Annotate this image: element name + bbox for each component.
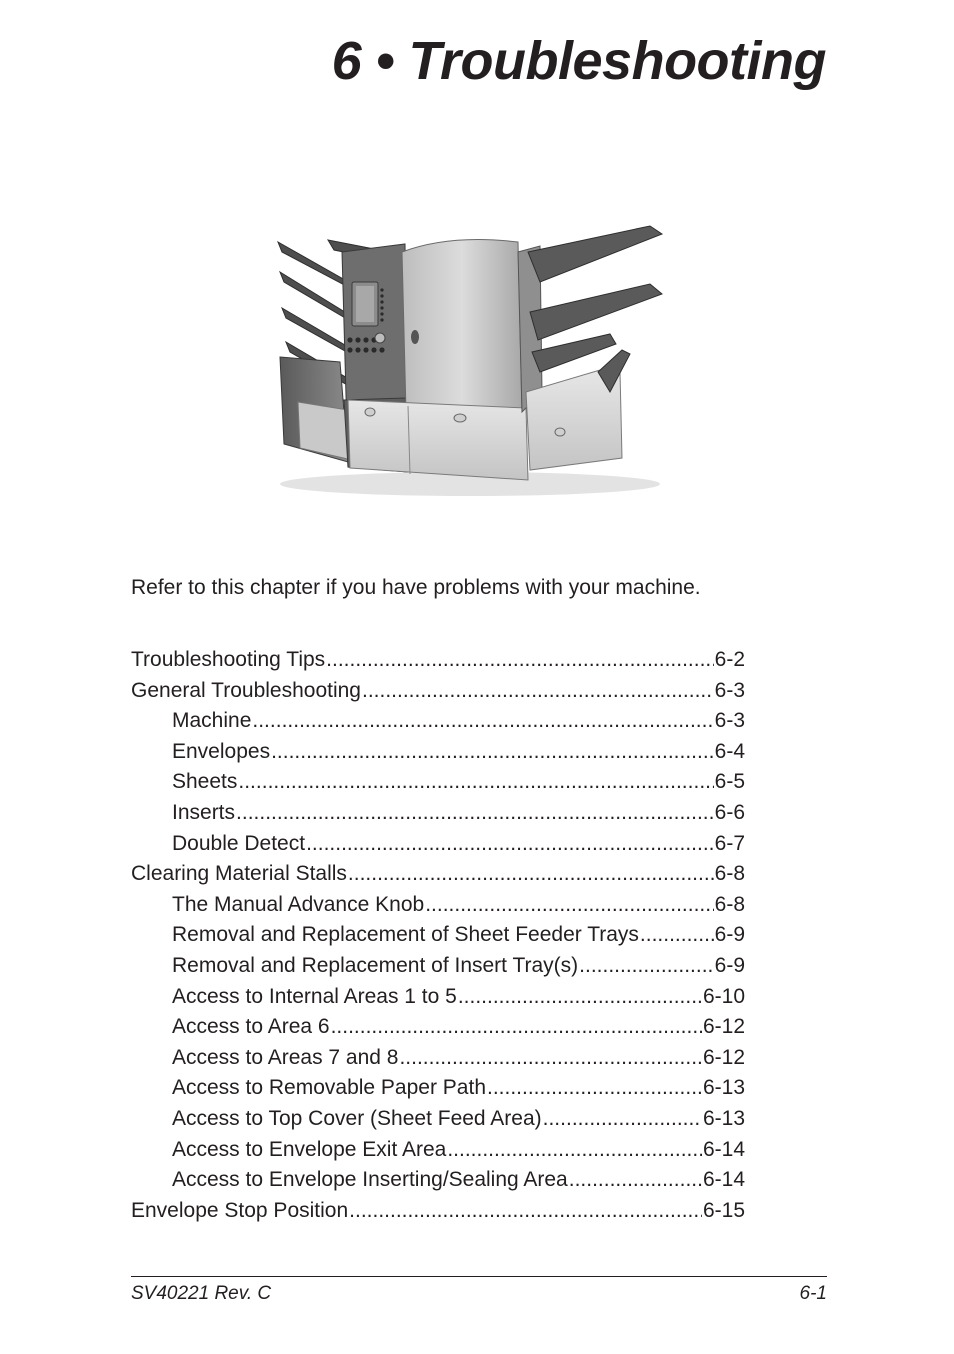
toc-entry-page: 6-8 (714, 862, 745, 886)
toc-entry[interactable] (131, 859, 745, 890)
toc-entry-page: 6-14 (702, 1168, 745, 1192)
toc-entry-page: 6-3 (714, 678, 745, 702)
toc-subentry[interactable] (131, 767, 745, 798)
toc-entry-page: 6-12 (702, 1015, 745, 1039)
intro-text: Refer to this chapter if you have problems with your machine. (131, 576, 701, 599)
toc-leader-dots (569, 1165, 702, 1196)
toc-leader-dots (349, 1196, 702, 1227)
toc-leader-dots (487, 1073, 702, 1104)
toc-subentry[interactable] (131, 920, 745, 951)
toc-entry-label: Envelopes (172, 739, 271, 763)
toc-leader-dots (326, 645, 713, 676)
toc-leader-dots (640, 920, 714, 951)
toc-leader-dots (271, 737, 714, 768)
toc-entry-page: 6-3 (714, 709, 745, 733)
toc-leader-dots (399, 1043, 702, 1074)
toc-entry-label: Double Detect (172, 831, 306, 855)
toc-entry-page: 6-10 (702, 984, 745, 1008)
toc-entry[interactable] (131, 1196, 745, 1227)
toc-entry-label: General Troubleshooting (131, 678, 361, 702)
footer-divider (131, 1276, 827, 1277)
toc-entry-label: Access to Area 6 (172, 1015, 330, 1039)
toc-entry-label: The Manual Advance Knob (172, 892, 425, 916)
toc-subentry[interactable] (131, 829, 745, 860)
toc-subentry[interactable] (131, 1165, 745, 1196)
toc-leader-dots (425, 890, 713, 921)
toc-entry-page: 6-5 (714, 770, 745, 794)
toc-entry-label: Removal and Replacement of Sheet Feeder Trays (172, 923, 639, 947)
toc-entry-label: Access to Internal Areas 1 to 5 (172, 984, 457, 1008)
toc-entry-page: 6-13 (702, 1106, 745, 1130)
toc-entry-page: 6-7 (714, 831, 745, 855)
toc-leader-dots (447, 1135, 702, 1166)
toc-subentry[interactable] (131, 951, 745, 982)
toc-subentry[interactable] (131, 1135, 745, 1166)
toc-leader-dots (306, 829, 714, 860)
toc-entry-label: Sheets (172, 770, 238, 794)
toc-entry-page: 6-15 (702, 1198, 745, 1222)
toc-entry-label: Machine (172, 709, 252, 733)
toc-entry-page: 6-6 (714, 800, 745, 824)
toc-entry-page: 6-8 (714, 892, 745, 916)
folder-inserter-machine-icon (270, 222, 670, 500)
toc-leader-dots (458, 982, 702, 1013)
toc-leader-dots (362, 676, 714, 707)
chapter-title: 6 • Troubleshooting (331, 31, 826, 91)
toc-entry-page: 6-12 (702, 1045, 745, 1069)
footer-page-number: 6-1 (799, 1283, 827, 1304)
toc-subentry[interactable] (131, 706, 745, 737)
toc-entry-label: Access to Envelope Inserting/Sealing Area (172, 1168, 568, 1192)
toc-leader-dots (238, 767, 713, 798)
footer-document-id: SV40221 Rev. C (131, 1283, 272, 1304)
toc-entry-label: Access to Removable Paper Path (172, 1076, 486, 1100)
toc-entry-page: 6-9 (714, 953, 745, 977)
machine-photo (270, 222, 670, 500)
toc-entry-label: Access to Top Cover (Sheet Feed Area) (172, 1106, 542, 1130)
toc-entry-label: Access to Envelope Exit Area (172, 1137, 447, 1161)
toc-leader-dots (236, 798, 714, 829)
toc-entry[interactable] (131, 676, 745, 707)
toc-subentry[interactable] (131, 890, 745, 921)
toc-subentry[interactable] (131, 1073, 745, 1104)
table-of-contents (131, 645, 745, 1226)
toc-entry-label: Clearing Material Stalls (131, 862, 347, 886)
toc-leader-dots (348, 859, 714, 890)
toc-entry[interactable] (131, 645, 745, 676)
toc-leader-dots (579, 951, 713, 982)
toc-entry-label: Envelope Stop Position (131, 1198, 349, 1222)
toc-subentry[interactable] (131, 1012, 745, 1043)
toc-subentry[interactable] (131, 982, 745, 1013)
toc-entry-page: 6-9 (714, 923, 745, 947)
toc-entry-label: Removal and Replacement of Insert Tray(s) (172, 953, 579, 977)
toc-entry-label: Troubleshooting Tips (131, 648, 326, 671)
toc-leader-dots (543, 1104, 702, 1135)
toc-entry-page: 6-14 (702, 1137, 745, 1161)
toc-leader-dots (331, 1012, 702, 1043)
toc-subentry[interactable] (131, 1104, 745, 1135)
toc-entry-label: Inserts (172, 800, 236, 824)
toc-entry-label: Access to Areas 7 and 8 (172, 1045, 399, 1069)
toc-subentry[interactable] (131, 1043, 745, 1074)
toc-entry-page: 6-4 (714, 739, 745, 763)
toc-entry-page: 6-13 (702, 1076, 745, 1100)
toc-subentry[interactable] (131, 798, 745, 829)
toc-subentry[interactable] (131, 737, 745, 768)
toc-entry-page: 6-2 (714, 648, 745, 671)
toc-leader-dots (252, 706, 713, 737)
